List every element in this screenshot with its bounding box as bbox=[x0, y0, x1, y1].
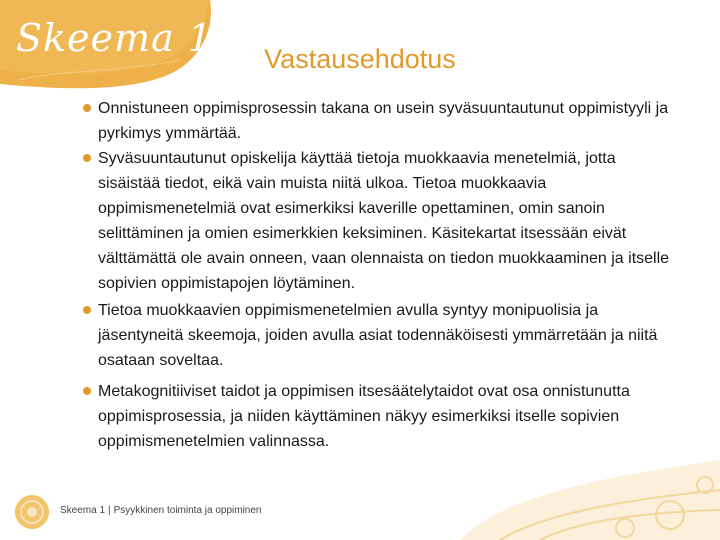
bullet-dot-icon bbox=[83, 154, 91, 162]
bullet-text: Onnistuneen oppimisprosessin takana on usein syväsuuntautunut oppimistyyli ja pyrkimys ymmärtää. bbox=[98, 100, 669, 142]
bullet-dot-icon bbox=[83, 306, 91, 314]
decorative-pattern-icon bbox=[420, 420, 720, 540]
logo-text: Skeema 1 bbox=[16, 16, 213, 60]
bullet-item bbox=[78, 96, 678, 146]
bullet-text: Syväsuuntautunut opiskelija käyttää tietoja muokkaavia menetelmiä, jotta sisäistää tiedot, eikä vain muista niitä ulkoa. Tietoa muokkaavia oppimismenetelmiä ovat esimerkiksi kaverille opettaminen, omin sanoin selittäminen ja omien esimerkkien keksiminen. Käsitekartat itsessään eivät välttämättä ole avain onneen, vaan olennaista on tiedon muokkaaminen ja itselle sopivien oppimistapojen löytäminen. bbox=[98, 150, 670, 292]
slide-title-text: Vastausehdotus bbox=[264, 44, 456, 74]
footer-subtitle: Psyykkinen toiminta ja oppiminen bbox=[113, 505, 262, 516]
footer-separator: | bbox=[108, 505, 111, 516]
bullet-dot-icon bbox=[83, 104, 91, 112]
bullet-dot-icon bbox=[83, 387, 91, 395]
slide-title bbox=[0, 44, 720, 75]
footer-text bbox=[60, 505, 262, 516]
bullet-list bbox=[78, 96, 678, 454]
bullet-item bbox=[78, 298, 678, 373]
bullet-text: Tietoa muokkaavien oppimismenetelmien avulla syntyy monipuolisia ja jäsentyneitä skeemoja, joiden avulla asiat todennäköisesti ymmärretään ja niitä osataan soveltaa. bbox=[98, 302, 658, 369]
footer-brand: Skeema 1 bbox=[60, 505, 106, 516]
bullet-text: Metakognitiiviset taidot ja oppimisen itsesäätelytaidot ovat osa onnistunutta oppimisprosessia, ja niiden käyttäminen näkyy esimerkiksi itselle sopivien oppimismenetelmien valinnassa. bbox=[98, 383, 630, 450]
bullet-item bbox=[78, 146, 678, 296]
footer-logo-icon bbox=[14, 494, 50, 530]
